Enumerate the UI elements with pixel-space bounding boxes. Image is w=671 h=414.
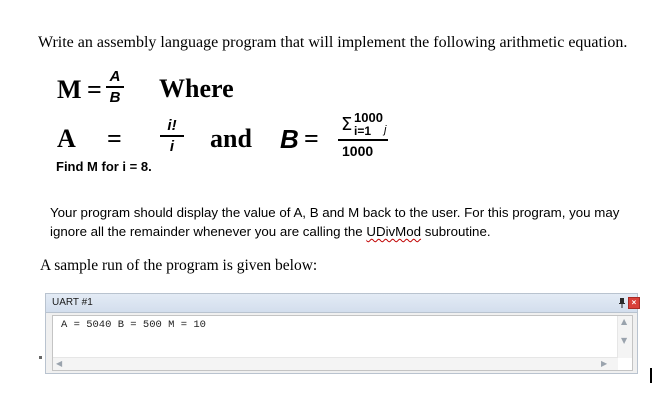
horizontal-scrollbar[interactable]: [53, 357, 618, 370]
description-line-1: Your program should display the value of A, B and M back to the user. For this program, you may: [50, 205, 620, 220]
description-line-2-prefix: ignore all the remainder whenever you are calling the: [50, 224, 367, 239]
sum-symbol: Σ: [341, 114, 353, 135]
sample-run-text: A sample run of the program is given below:: [40, 257, 318, 274]
eq2-and: and: [210, 124, 252, 153]
eq2-fraction-bar: [160, 135, 184, 137]
eq2-fraction: [160, 117, 184, 155]
vertical-scrollbar[interactable]: [617, 316, 632, 358]
scroll-up-icon[interactable]: ▲: [621, 317, 628, 326]
eq2-equals2: =: [304, 124, 319, 153]
sum-lower-limit: i=1: [354, 124, 372, 138]
eq1-lhs: M: [57, 75, 82, 104]
eq1-where: Where: [159, 74, 234, 103]
eq2-lhs2: B: [280, 124, 299, 154]
uart-output-area[interactable]: [52, 315, 633, 371]
eq2-sum-fraction: [336, 107, 391, 159]
eq1-equals: =: [87, 75, 102, 104]
uart-output-text: A = 5040 B = 500 M = 10: [61, 319, 206, 331]
sum-fraction-bar: [338, 139, 388, 141]
eq2-lhs: A: [57, 124, 76, 153]
text-cursor: [650, 368, 652, 383]
scroll-right-icon[interactable]: ▶: [601, 359, 608, 368]
description-line-2: [50, 224, 491, 239]
close-icon[interactable]: ×: [628, 297, 640, 309]
scroll-down-icon[interactable]: ▼: [621, 336, 628, 345]
eq2-numerator: i!: [167, 117, 177, 134]
eq1-numerator: A: [109, 68, 121, 85]
sum-upper-limit: 1000: [354, 110, 383, 125]
uart-title-bar[interactable]: [46, 294, 637, 313]
eq1-denominator: B: [109, 89, 121, 106]
pin-icon[interactable]: [619, 298, 625, 308]
margin-mark: [39, 356, 42, 359]
eq2-denominator: i: [169, 138, 175, 155]
eq1-fraction: [106, 68, 124, 106]
description-line-2-suffix: subroutine.: [421, 224, 491, 239]
find-text: Find M for i = 8.: [56, 159, 152, 174]
intro-text: Write an assembly language program that will implement the following arithmetic equation.: [38, 34, 628, 51]
scroll-left-icon[interactable]: ◀: [56, 359, 63, 368]
spellcheck-word-udivmod: UDivMod: [366, 224, 422, 239]
eq2-equals: =: [107, 124, 122, 153]
uart-title: UART #1: [52, 297, 93, 308]
sum-term: j: [384, 124, 387, 136]
sum-denominator: 1000: [342, 143, 374, 159]
eq1-fraction-bar: [106, 86, 124, 88]
uart-window[interactable]: [45, 293, 638, 374]
